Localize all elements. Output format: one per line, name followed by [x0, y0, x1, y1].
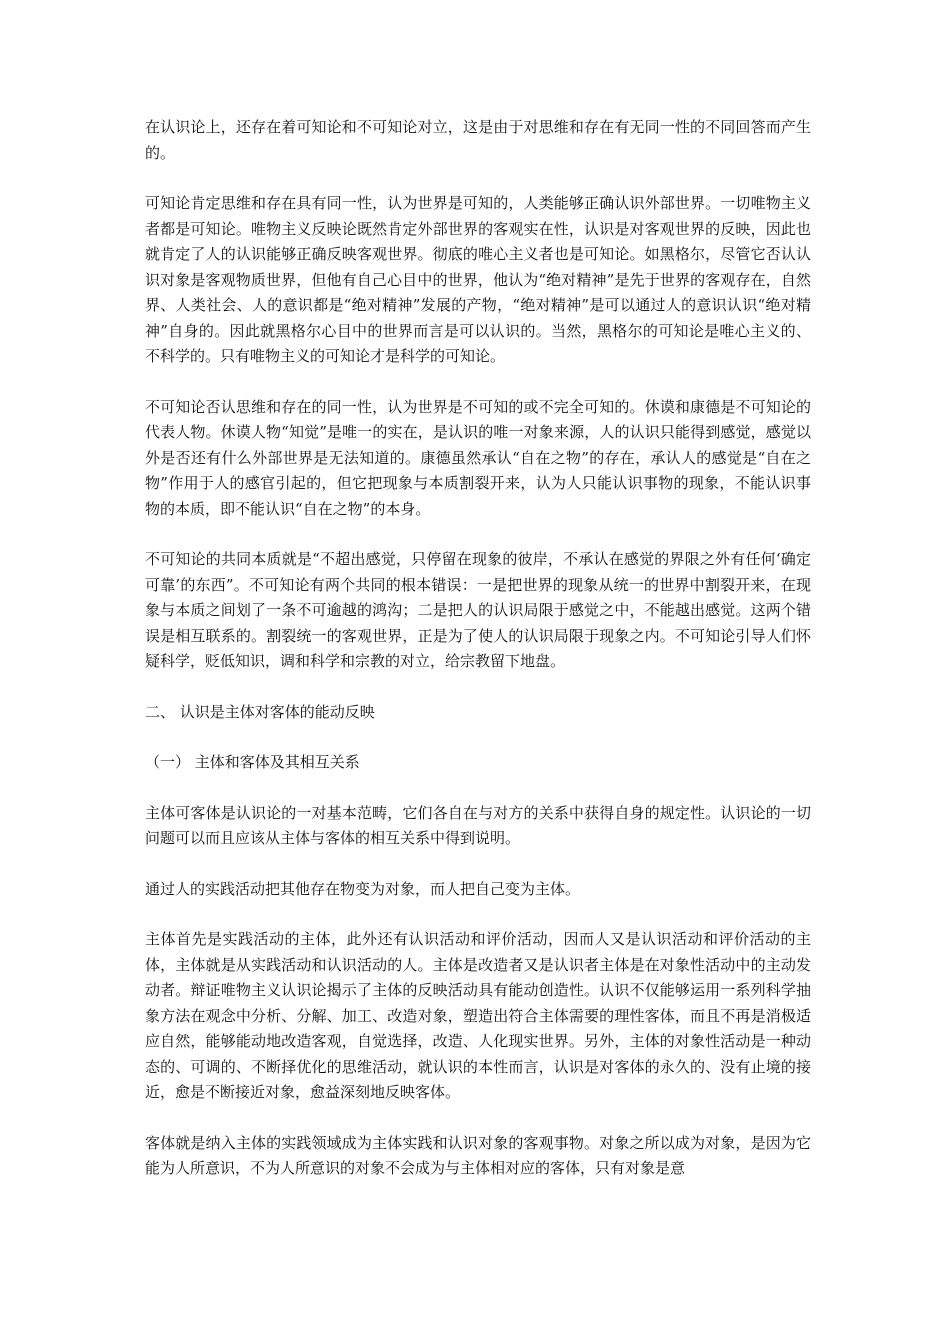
paragraph-agnosticism-unknowable: 不可知论否认思维和存在的同一性，认为世界是不可知的或不完全可知的。休谟和康德是不可知论的代表人物。休谟人物“知觉”是唯一的实在，是认识的唯一对象来源，人的认识只能得到感觉，感觉以外是否还有什么外部世界是无法知道的。康德虽然承认“自在之物”的存在，承认人的感觉是“自在之物”作用于人的感官引起的，但它把现象与本质割裂开来，认为人只能认识事物的现象，不能认识事物的本质，即不能认识“自在之物”的本身。: [145, 397, 811, 518]
paragraph-subject-object-definition: 主体可客体是认识论的一对基本范畴，它们各自在与对方的关系中获得自身的规定性。认识论的一切问题可以而且应该从主体与客体的相互关系中得到说明。: [145, 803, 811, 847]
paragraph-subject-description: 主体首先是实践活动的主体，此外还有认识活动和评价活动，因而人又是认识活动和评价活动的主体，主体就是从实践活动和认识活动的人。主体是改造者又是认识者主体是在对象性活动中的主动发动者。辩证唯物主义认识论揭示了主体的反映活动具有能动创造性。认识不仅能够运用一系列科学抽象方法在观念中分析、分解、加工、改造对象，塑造出符合主体需要的理性客体，而且不再是消极适应自然，能够能动地改造客观，自觉选择，改造、人化现实世界。另外，主体的对象性活动是一种动态的、可调的、不断择优化的思维活动，就认识的本性而言，认识是对客体的永久的、没有止境的接近，愈是不断接近对象，愈益深刻地反映客体。: [145, 930, 811, 1101]
section-heading: 二、 认识是主体对客体的能动反映: [145, 702, 375, 721]
paragraph-practice-activity: 通过人的实践活动把其他存在物变为对象，而人把自己变为主体。: [145, 879, 581, 898]
paragraph-epistemology-intro: 在认识论上，还存在着可知论和不可知论对立，这是由于对思维和存在有无同一性的不同回答而产生的。: [145, 118, 811, 162]
paragraph-agnosticism-knowable: 可知论肯定思维和存在具有同一性，认为世界是可知的，人类能够正确认识外部世界。一切唯物主义者都是可知论。唯物主义反映论既然肯定外部世界的客观实在性，认识是对客观世界的反映，因此也就肯定了人的认识能够正确反映客观世界。彻底的唯心主义者也是可知论。如黑格尔，尽管它否认认识对象是客观物质世界，但他有自己心目中的世界，他认为“绝对精神”是先于世界的客观存在，自然界、人类社会、人的意识都是“绝对精神”发展的产物，“绝对精神”是可以通过人的意识认识“绝对精神”自身的。因此就黑格尔心目中的世界而言是可以认识的。当然，黑格尔的可知论是唯心主义的、不科学的。只有唯物主义的可知论才是科学的可知论。: [145, 194, 811, 365]
subsection-heading: （一） 主体和客体及其相互关系: [145, 753, 360, 771]
paragraph-object-description: 客体就是纳入主体的实践领域成为主体实践和认识对象的客观事物。对象之所以成为对象，是因为它能为人所意识，不为人所意识的对象不会成为与主体相对应的客体，只有对象是意: [145, 1133, 811, 1177]
document-body: [145, 115, 811, 1207]
paragraph-agnosticism-essence: 不可知论的共同本质就是“不超出感觉，只停留在现象的彼岸，不承认在感觉的界限之外有任何‘确定可靠’的东西”。不可知论有两个共同的根本错误：一是把世界的现象从统一的世界中割裂开来，在现象与本质之间划了一条不可逾越的鸿沟；二是把人的认识局限于感觉之中，不能越出感觉。这两个错误是相互联系的。割裂统一的客观世界，正是为了使人的认识局限于现象之内。不可知论引导人们怀疑科学，贬低知识，调和科学和宗教的对立，给宗教留下地盘。: [145, 550, 811, 670]
